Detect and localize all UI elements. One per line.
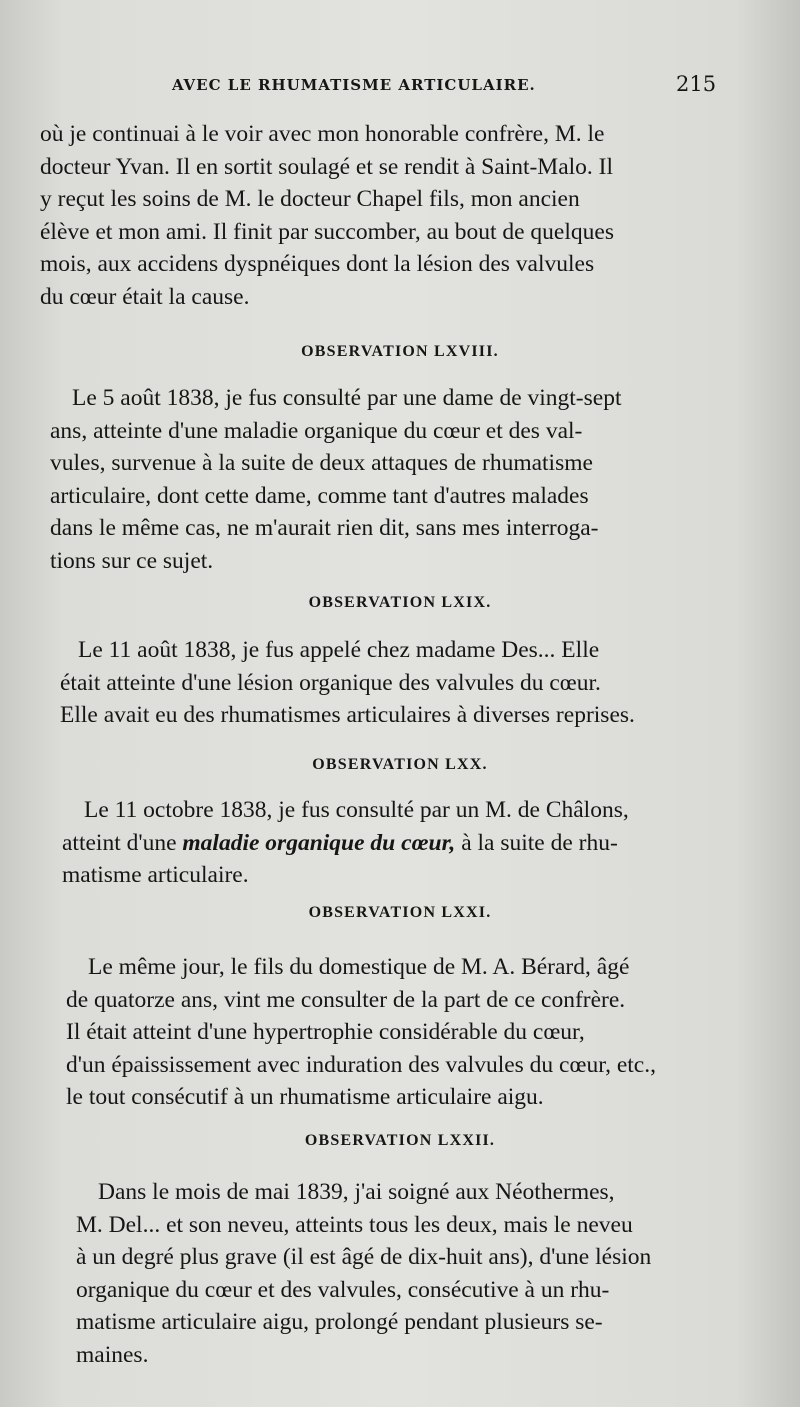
- text-line: où je continuai à le voir avec mon honorable confrère, M. le: [40, 121, 605, 147]
- text-line: Le 11 août 1838, je fus appelé chez madame Des... Elle: [78, 637, 600, 663]
- text-line: M. Del... et son neveu, atteints tous les deux, mais le neveu: [76, 1211, 633, 1238]
- text-line: du cœur était la cause.: [40, 283, 250, 310]
- page-number: 215: [676, 72, 717, 96]
- text-line: maines.: [76, 1341, 149, 1368]
- text-line: Le même jour, le fils du domestique de M. A. Bérard, âgé: [88, 954, 630, 980]
- text-line: Le 5 août 1838, je fus consulté par une dame de vingt-sept: [72, 385, 622, 411]
- text-line: organique du cœur et des valvules, consécutive à un rhu-: [76, 1276, 610, 1303]
- text-line: Il était atteint d'une hypertrophie considérable du cœur,: [66, 1019, 585, 1045]
- heading-observation-68: OBSERVATION LXVIII.: [301, 343, 499, 360]
- text-line: matisme articulaire aigu, prolongé pendant plusieurs se-: [76, 1309, 603, 1335]
- text-line: dans le même cas, ne m'aurait rien dit, sans mes interroga-: [50, 515, 599, 541]
- text-line: le tout consécutif à un rhumatisme articulaire aigu.: [66, 1084, 544, 1110]
- text-line: était atteinte d'une lésion organique des valvules du cœur.: [60, 669, 601, 696]
- text-line: Elle avait eu des rhumatismes articulaires à diverses reprises.: [60, 702, 635, 728]
- paragraph-observation-70: [62, 794, 792, 892]
- paragraph-continuation: [40, 118, 770, 313]
- heading-observation-70: OBSERVATION LXX.: [312, 756, 488, 773]
- heading-observation-72: OBSERVATION LXXII.: [304, 1132, 496, 1149]
- text-line: y reçut les soins de M. le docteur Chapel fils, mon ancien: [40, 186, 580, 212]
- text-line: Dans le mois de mai 1839, j'ai soigné aux Néothermes,: [98, 1179, 615, 1205]
- text-line: d'un épaississement avec induration des valvules du cœur, etc.,: [66, 1051, 656, 1078]
- italic-phrase: maladie organique du cœur,: [182, 829, 456, 856]
- text-line: à un degré plus grave (il est âgé de dix-huit ans), d'une lésion: [76, 1244, 652, 1270]
- text-line: matisme articulaire.: [62, 862, 249, 888]
- text-line: de quatorze ans, vint me consulter de la part de ce confrère.: [66, 986, 626, 1013]
- paragraph-observation-69: [60, 634, 790, 732]
- paragraph-observation-71: [66, 951, 796, 1114]
- text-line: Le 11 octobre 1838, je fus consulté par un M. de Châlons,: [84, 797, 629, 823]
- text-line: mois, aux accidens dyspnéiques dont la lésion des valvules: [40, 251, 595, 277]
- heading-observation-69: OBSERVATION LXIX.: [308, 594, 492, 611]
- text-span: atteint d'une: [62, 829, 183, 856]
- page-header: [0, 72, 800, 102]
- text-line: articulaire, dont cette dame, comme tant d'autres malades: [50, 482, 589, 509]
- running-title: AVEC LE RHUMATISME ARTICULAIRE.: [172, 76, 536, 94]
- text-line: ans, atteinte d'une maladie organique du cœur et des val-: [50, 417, 583, 444]
- heading-observation-71: OBSERVATION LXXI.: [308, 904, 492, 921]
- paragraph-observation-72: [76, 1176, 800, 1371]
- text-line: tions sur ce sujet.: [50, 547, 214, 574]
- text-line: vules, survenue à la suite de deux attaques de rhumatisme: [50, 450, 593, 476]
- text-line: docteur Yvan. Il en sortit soulagé et se rendit à Saint-Malo. Il: [40, 153, 614, 180]
- paragraph-observation-68: [50, 382, 780, 577]
- text-span: à la suite de rhu-: [455, 829, 618, 856]
- text-line: [62, 827, 792, 860]
- text-line: élève et mon ami. Il finit par succomber, au bout de quelques: [40, 218, 614, 245]
